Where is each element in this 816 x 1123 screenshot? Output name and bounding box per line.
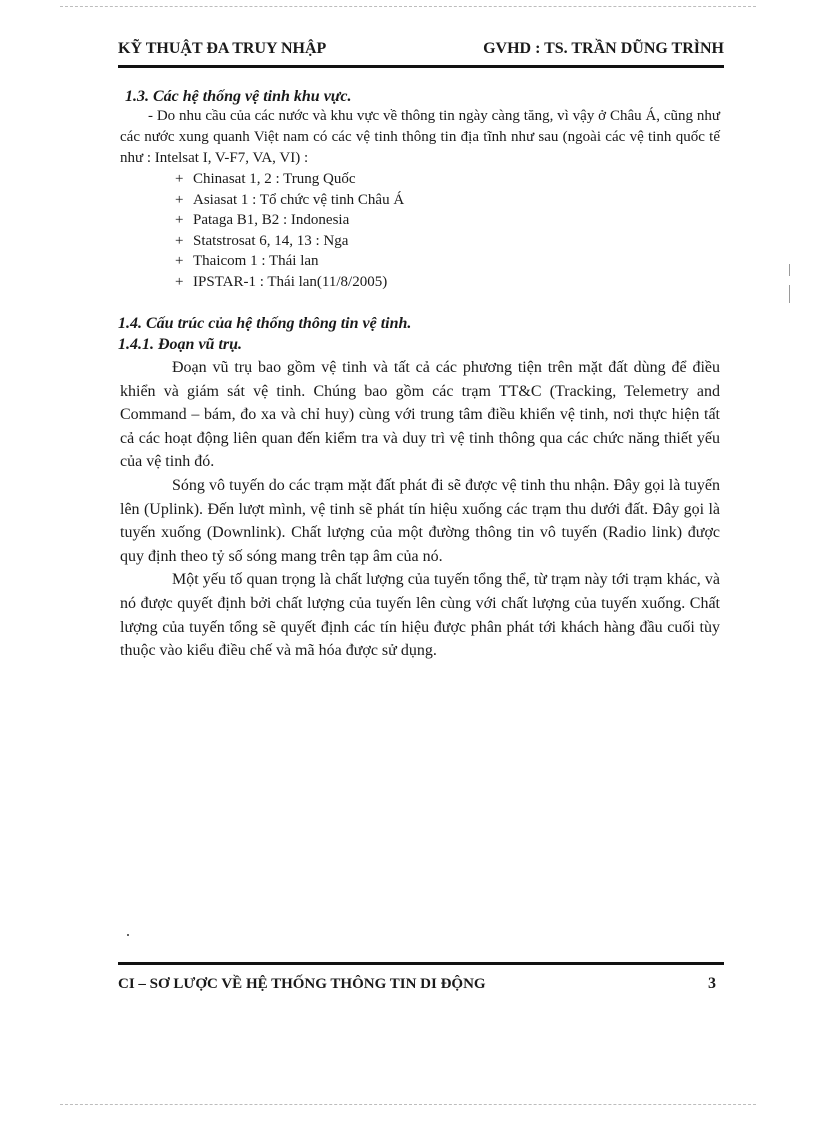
body-paragraph-1: Đoạn vũ trụ bao gồm vệ tinh và tất cả các phương tiện trên mặt đất dùng để điều khiển và giám sát vệ tinh. Chúng bao gồm các trạm TT&C (Tracking, Telemetry and Command – bám, đo xa và chỉ huy) cùng với trung tâm điều khiển vệ tinh, nơi thực hiện tất cả các hoạt động liên quan đến kiểm tra và duy trì vệ tinh thông qua các chức năng thiết yếu của vệ tinh đó. xyxy=(120,359,720,471)
list-bullet: + xyxy=(175,232,184,249)
page-footer xyxy=(118,962,724,1002)
section-1-4-1-body xyxy=(120,356,720,663)
list-item xyxy=(175,210,404,231)
page-header xyxy=(118,36,724,62)
list-item-text: Asiasat 1 : Tổ chức vệ tinh Châu Á xyxy=(193,191,405,208)
scan-artifact-top xyxy=(60,6,756,7)
list-item xyxy=(175,272,404,293)
header-course-title: KỸ THUẬT ĐA TRUY NHẬP xyxy=(118,40,327,57)
scan-mark xyxy=(789,264,790,276)
page-number: 3 xyxy=(708,975,716,992)
list-item xyxy=(175,190,404,211)
list-bullet: + xyxy=(175,171,184,187)
scan-artifact-bottom xyxy=(60,1104,756,1105)
section-1-4-title: 1.4. Cấu trúc của hệ thống thông tin vệ tinh. xyxy=(118,315,412,332)
list-item xyxy=(175,169,404,190)
header-instructor: GVHD : TS. TRẦN DŨNG TRÌNH xyxy=(483,40,724,57)
list-item-text: IPSTAR-1 : Thái lan(11/8/2005) xyxy=(193,273,388,290)
section-1-3-title: 1.3. Các hệ thống vệ tinh khu vực. xyxy=(125,88,352,105)
list-item xyxy=(175,251,404,272)
list-bullet: + xyxy=(175,273,184,290)
list-item xyxy=(175,231,404,252)
intro-paragraph: - Do nhu cầu của các nước và khu vực về thông tin ngày càng tăng, vì vậy ở Châu Á, cũng như các nước xung quanh Việt nam có các vệ tinh thông tin địa tĩnh như sau (ngoài các vệ tinh quốc tế như : Intelsat I, V-F7, VA, VI) : xyxy=(120,108,720,166)
section-1-3-intro xyxy=(120,106,720,169)
footer-rule xyxy=(118,962,724,965)
list-item-text: Thaicom 1 : Thái lan xyxy=(193,253,319,269)
header-rule xyxy=(118,65,724,68)
list-bullet: + xyxy=(175,191,184,208)
list-item-text: Chinasat 1, 2 : Trung Quốc xyxy=(193,171,356,187)
footer-chapter-title: CI – SƠ LƯỢC VỀ HỆ THỐNG THÔNG TIN DI ĐỘNG xyxy=(118,976,486,992)
list-item-text: Pataga B1, B2 : Indonesia xyxy=(193,212,350,228)
list-item-text: Statstrosat 6, 14, 13 : Nga xyxy=(193,232,349,249)
list-bullet: + xyxy=(175,212,184,228)
satellite-list xyxy=(175,169,404,292)
list-bullet: + xyxy=(175,253,184,269)
section-1-4-1-title: 1.4.1. Đoạn vũ trụ. xyxy=(118,336,243,353)
scan-speck xyxy=(127,934,129,936)
body-paragraph-2: Sóng vô tuyến do các trạm mặt đất phát đi sẽ được vệ tinh thu nhận. Đây gọi là tuyến lên (Uplink). Đến lượt mình, vệ tinh sẽ phát tín hiệu xuống các trạm thu dưới đất. Đây gọi là tuyến xuống (Downlink). Chất lượng của một đường thông tin vô tuyến (Radio link) được quy định theo tỷ số sóng mang trên tạp âm của nó. xyxy=(120,476,720,565)
scan-mark xyxy=(789,285,790,303)
body-paragraph-3: Một yếu tố quan trọng là chất lượng của tuyến tổng thể, từ trạm này tới trạm khác, và nó được quyết định bởi chất lượng của tuyến lên cùng với chất lượng của tuyến xuống. Chất lượng của tuyến tổng sẽ quyết định các tín hiệu được phân phát tới khách hàng đầu cuối tùy thuộc vào kiểu điều chế và mã hóa được sử dụng. xyxy=(120,571,720,660)
